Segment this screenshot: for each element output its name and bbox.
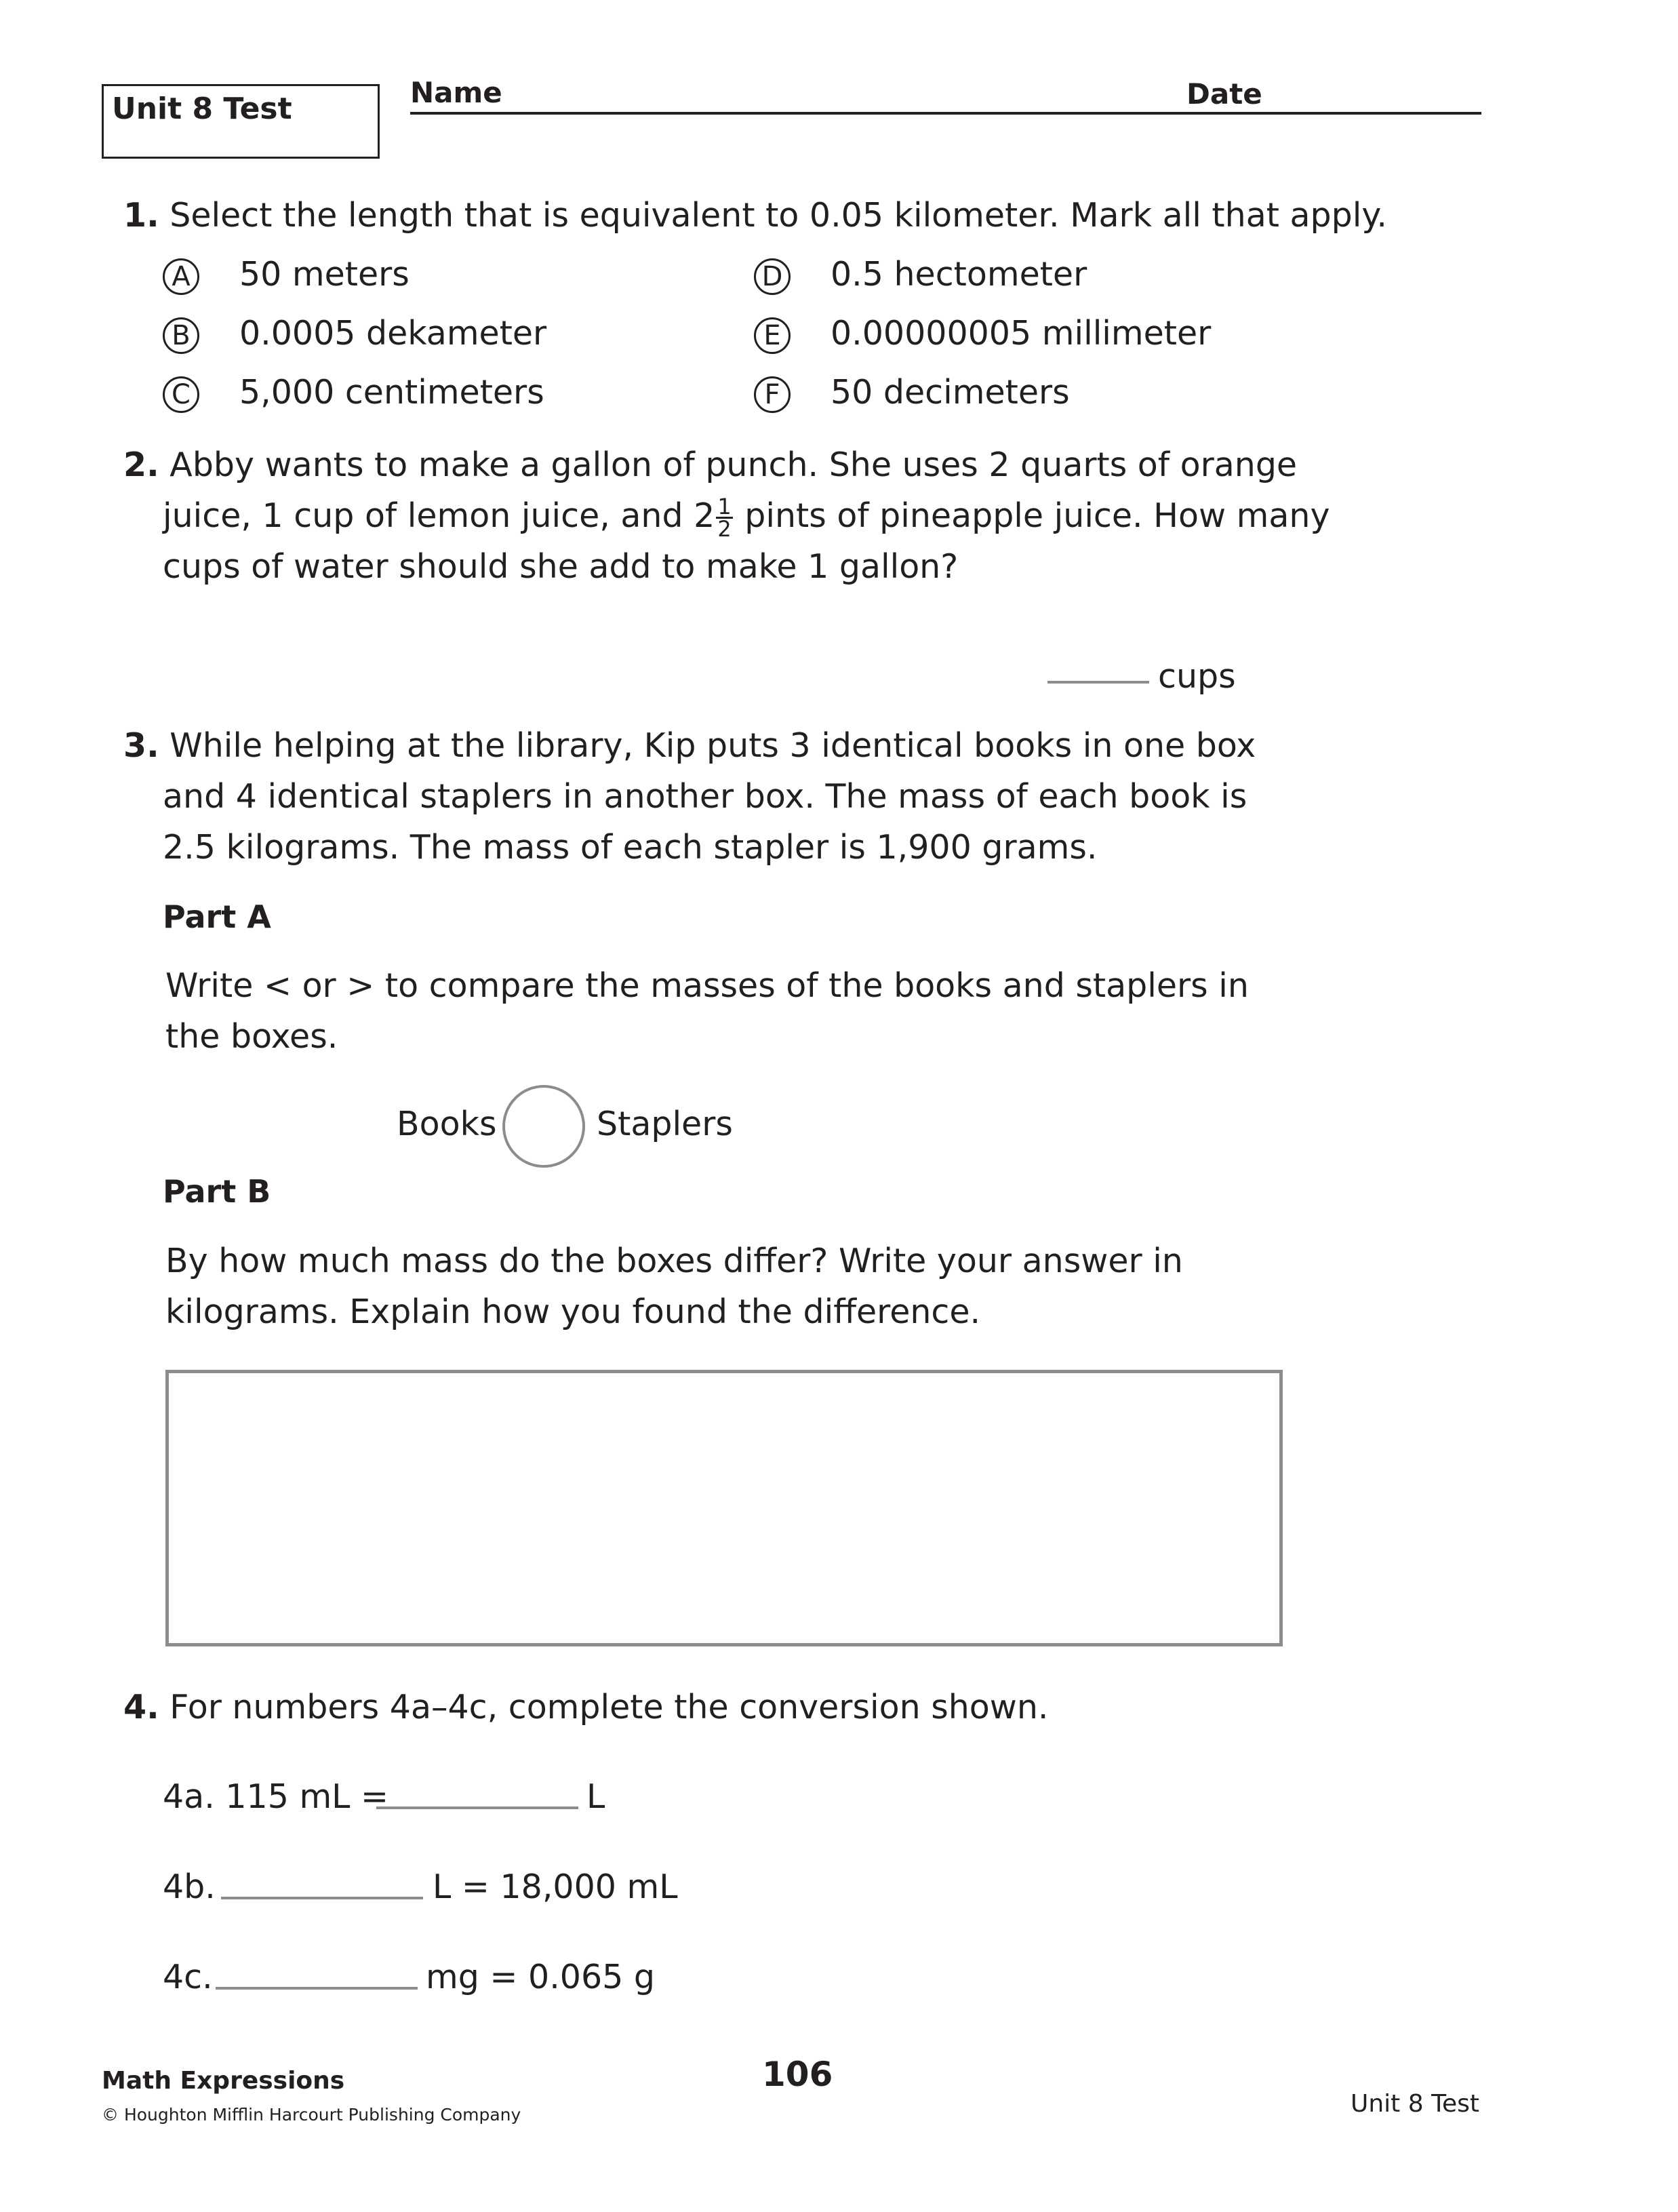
q3-part-b-text: By how much mass do the boxes differ? Write your answer in kilograms. Explain how you found the difference. [165, 1242, 1183, 1331]
q1-option-b[interactable] [163, 313, 547, 354]
compare-books-label: Books [397, 1105, 497, 1143]
q1-option-f[interactable] [754, 372, 1070, 413]
q4b-answer-blank[interactable] [221, 1897, 423, 1899]
q2-line-1: 2. Abby wants to make a gallon of punch. She uses 2 quarts of orange [123, 446, 1298, 484]
footer-unit-label: Unit 8 Test [1351, 2090, 1479, 2118]
q3-line-2: and 4 identical staplers in another box. The mass of each book is [163, 777, 1247, 816]
q1-option-e[interactable] [754, 313, 1212, 354]
q4b-suffix: L = 18,000 mL [433, 1868, 678, 1906]
compare-staplers-label: Staplers [597, 1105, 733, 1143]
unit-title-box [102, 84, 380, 159]
q2-fraction: $\frac{1}{2}$ [717, 494, 732, 542]
q1-text: Select the length that is equivalent to 0.05 kilometer. Mark all that apply. [169, 196, 1387, 235]
q1-option-d-text: 0.5 hectometer [831, 255, 1087, 294]
q1-prompt [123, 190, 1387, 241]
q3-answer-box[interactable] [165, 1370, 1283, 1646]
page-number: 106 [762, 2055, 833, 2094]
q1-bubble-a[interactable]: A [163, 258, 199, 295]
q3-part-b-label: Part B [163, 1173, 271, 1210]
q3-prompt [123, 720, 1330, 873]
q4c-prefix: 4c. [163, 1958, 213, 1996]
q4-number: 4. [123, 1688, 159, 1726]
q2-line-3: cups of water should she add to make 1 gallon? [163, 547, 959, 586]
q1-option-a[interactable] [163, 254, 409, 295]
q4a-suffix: L [586, 1777, 605, 1816]
q4a-answer-blank[interactable] [376, 1806, 578, 1809]
name-label: Name [410, 76, 502, 109]
q4-prompt [123, 1682, 1048, 1733]
q1-option-f-text: 50 decimeters [831, 373, 1070, 412]
q1-option-d[interactable] [754, 254, 1087, 295]
q2-answer-blank[interactable] [1047, 681, 1149, 684]
footer-brand: Math Expressions [102, 2067, 345, 2095]
unit-title: Unit 8 Test [112, 92, 292, 126]
compare-symbol-circle[interactable] [502, 1085, 585, 1168]
q1-option-e-text: 0.00000005 millimeter [831, 314, 1212, 353]
q2-prompt [123, 439, 1330, 592]
q2-answer-unit: cups [1158, 657, 1236, 696]
q1-option-c-text: 5,000 centimeters [239, 373, 544, 412]
q1-bubble-b[interactable]: B [163, 317, 199, 354]
date-label: Date [1186, 77, 1262, 111]
q1-bubble-f[interactable]: F [754, 376, 791, 413]
footer-copyright: © Houghton Mifflin Harcourt Publishing Company [102, 2105, 521, 2125]
q4a-prefix: 4a. 115 mL = [163, 1777, 389, 1816]
q1-number: 1. [123, 196, 159, 235]
q3-number: 3. [123, 726, 159, 765]
q3-line-3: 2.5 kilograms. The mass of each stapler is 1,900 grams. [163, 828, 1098, 867]
q4-text: For numbers 4a–4c, complete the conversion shown. [169, 1688, 1049, 1726]
q2-number: 2. [123, 446, 159, 484]
q4b-prefix: 4b. [163, 1868, 216, 1906]
q3-part-a-label: Part A [163, 898, 271, 935]
q1-bubble-e[interactable]: E [754, 317, 791, 354]
q1-option-c[interactable] [163, 372, 544, 413]
q1-bubble-d[interactable]: D [754, 258, 791, 295]
q1-option-b-text: 0.0005 dekameter [239, 314, 547, 353]
q1-option-a-text: 50 meters [239, 255, 409, 294]
q2-line-2: juice, 1 cup of lemon juice, and 2 $\frac{1}{2}$ pints of pineapple juice. How many [163, 494, 1330, 542]
q4c-answer-blank[interactable] [216, 1987, 418, 1990]
q3-part-a-text: Write < or > to compare the masses of the books and staplers in the boxes. [165, 966, 1249, 1056]
q3-line-1: 3. While helping at the library, Kip puts 3 identical books in one box [123, 726, 1256, 765]
q4c-suffix: mg = 0.065 g [426, 1958, 655, 1996]
name-date-line[interactable] [410, 112, 1481, 115]
q1-bubble-c[interactable]: C [163, 376, 199, 413]
